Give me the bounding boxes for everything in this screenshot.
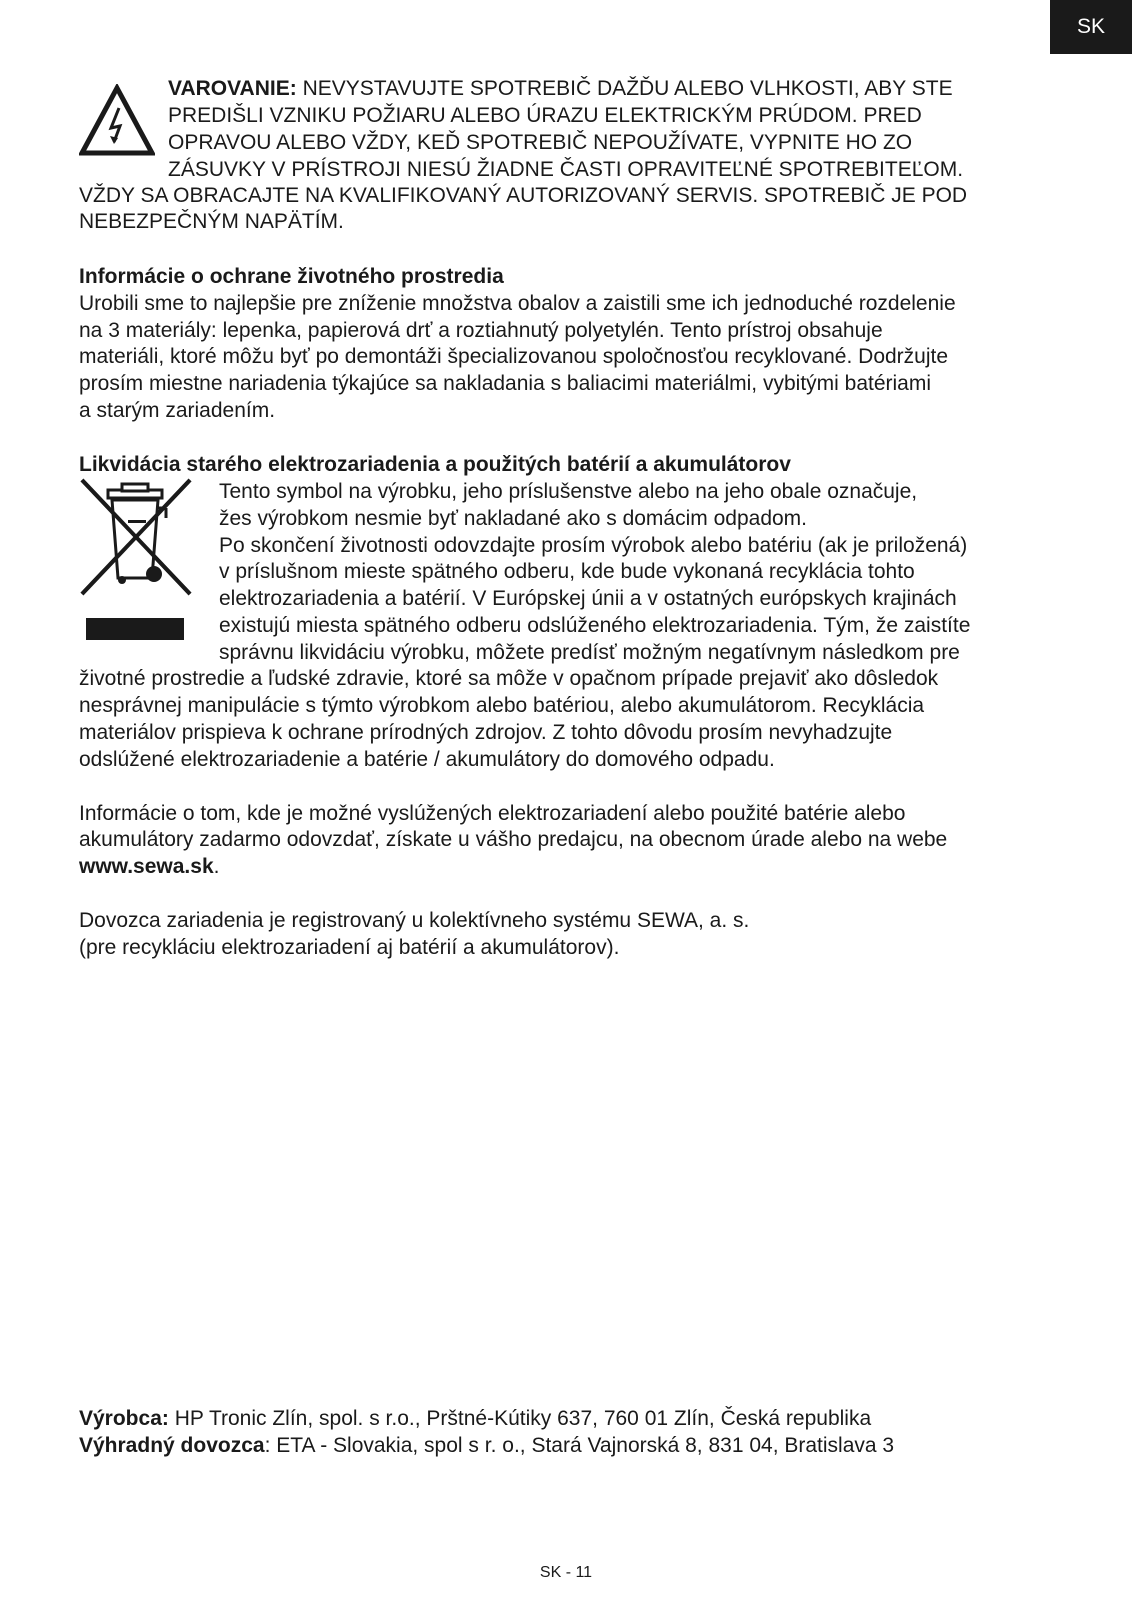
disposal-line-7: správnu likvidáciu výrobku, môžete predísť možným negatívnym následkom pre — [219, 641, 960, 664]
disposal-line-2: žes výrobkom nesmie byť nakladané ako s domácim odpadom. — [219, 507, 807, 530]
importer-line-1: Dovozca zariadenia je registrovaný u kolektívneho systému SEWA, a. s. — [79, 909, 750, 932]
warning-line-3: OPRAVOU ALEBO VŽDY, KEĎ SPOTREBIČ NEPOUŽÍVATE, VYPNITE HO ZO — [168, 131, 913, 154]
warning-line-6: NEBEZPEČNÝM NAPÄTÍM. — [79, 210, 344, 233]
warning-line-5: VŽDY SA OBRACAJTE NA KVALIFIKOVANÝ AUTORIZOVANÝ SERVIS. SPOTREBIČ JE POD — [79, 184, 968, 207]
page-number: SK - 11 — [539, 1564, 593, 1581]
environment-line-1: Urobili sme to najlepšie pre zníženie množstva obalov a zaistili sme ich jednoduché rozdelenie — [79, 292, 956, 315]
info-line-1: Informácie o tom, kde je možné vyslúžených elektrozariadení alebo použité batérie alebo — [79, 802, 906, 825]
disposal-line-1: Tento symbol na výrobku, jeho príslušenstve alebo na jeho obale označuje, — [219, 480, 918, 503]
disposal-line-10: materiálov prispieva k ochrane prírodných zdrojov. Z tohto dôvodu prosím nevyhadzujte — [79, 721, 893, 744]
warning-line-4: ZÁSUVKY V PRÍSTROJI NIESÚ ŽIADNE ČASTI OPRAVITEĽNÉ SPOTREBITEĽOM. — [168, 158, 964, 181]
disposal-line-5: elektrozariadenia a batérií. V Európskej únii a v ostatných európskych krajinách — [219, 587, 957, 610]
distributor-line: Výhradný dovozca: ETA - Slovakia, spol s r. o., Stará Vajnorská 8, 831 04, Bratislava 3 — [79, 1434, 895, 1457]
disposal-line-11: odslúžené elektrozariadenie a batérie / akumulátory do domového odpadu. — [79, 748, 775, 771]
crossed-out-bin-icon — [78, 478, 194, 642]
environment-line-2: na 3 materiály: lepenka, papierová drť a roztiahnutý polyetylén. Tento prístroj obsahuje — [79, 319, 883, 342]
disposal-line-4: v príslušnom mieste spätného odberu, kde bude vykonaná recyklácia tohto — [219, 560, 915, 583]
warning-line-1: VAROVANIE: NEVYSTAVUJTE SPOTREBIČ DAŽĎU ALEBO VLHKOSTI, ABY STE — [168, 77, 953, 100]
electric-shock-warning-icon — [79, 84, 155, 156]
environment-line-5: a starým zariadením. — [79, 399, 276, 422]
environment-heading: Informácie o ochrane životného prostredia — [79, 265, 504, 288]
info-line-2: akumulátory zadarmo odovzdať, získate u vášho predajcu, na obecnom úrade alebo na webe — [79, 828, 948, 851]
sewa-link[interactable]: www.sewa.sk — [79, 855, 214, 878]
disposal-line-8: životné prostredie a ľudské zdravie, ktoré sa môže v opačnom prípade prejaviť ako dôsledok — [79, 667, 939, 690]
disposal-line-9: nesprávnej manipulácie s týmto výrobkom alebo batériou, alebo akumulátorom. Recyklácia — [79, 694, 925, 717]
warning-line-2: PREDIŠLI VZNIKU POŽIARU ALEBO ÚRAZU ELEKTRICKÝM PRÚDOM. PRED — [168, 104, 922, 127]
disposal-line-6: existujú miesta spätného odberu odslúženého elektrozariadenia. Tým, že zaistíte — [219, 614, 971, 637]
environment-line-3: materiáli, ktoré môžu byť po demontáži špecializovanou spoločnosťou recyklované. Dodržujte — [79, 345, 949, 368]
disposal-heading: Likvidácia starého elektrozariadenia a použitých batérií a akumulátorov — [79, 453, 791, 476]
disposal-line-3: Po skončení životnosti odovzdajte prosím výrobok alebo batériu (ak je priložená) — [219, 534, 968, 557]
importer-line-2: (pre recykláciu elektrozariadení aj batérií a akumulátorov). — [79, 936, 620, 959]
info-line-3: www.sewa.sk. — [79, 855, 220, 878]
environment-line-4: prosím miestne nariadenia týkajúce sa nakladania s baliacimi materiálmi, vybitými batériami — [79, 372, 932, 395]
language-tab: SK — [1050, 0, 1132, 54]
manufacturer-line: Výrobca: HP Tronic Zlín, spol. s r.o., Prštné-Kútiky 637, 760 01 Zlín, Česká republika — [79, 1407, 872, 1430]
